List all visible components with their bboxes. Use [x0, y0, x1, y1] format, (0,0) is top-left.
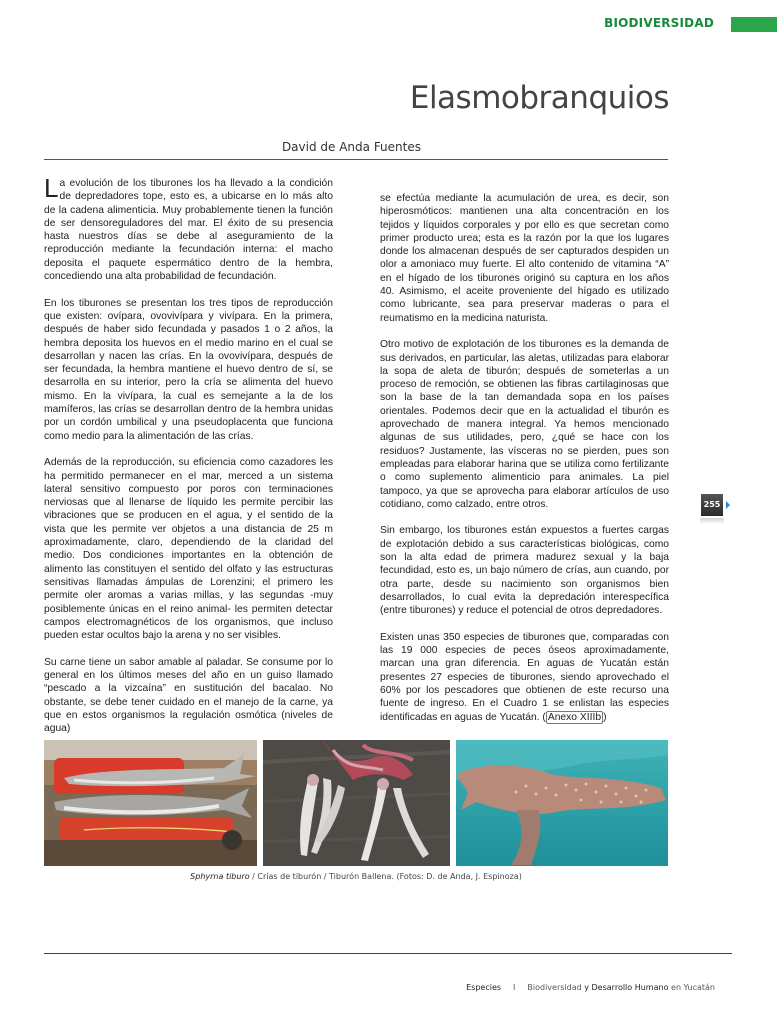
photo-whale-shark: [456, 740, 668, 866]
page-arrow-icon: [726, 501, 730, 509]
article-title: Elasmobranquios: [409, 80, 669, 116]
paragraph-text: Existen unas 350 especies de tiburones que, comparadas con las 19 000 especies de peces óseos aproximadamente, marcan una gran diferencia. En aguas de Yucatán están presentes 27 especies de tiburones, siendo aprovechado el 60% por los pescadores que obtienen de este recurso una fuente de ingreso. En el Cuadro 1 se enlistan las especies identificadas en aguas de Yucatán. (: [380, 631, 669, 723]
paragraph-text: a evolución de los tiburones los ha llevado a la condición de depredadores tope, esto es, a ubicarse en lo más alto de la cadena alimenticia. Muy probablemente tienen la función de ser densoreguladores del mar. El éxito de su presencia hasta nuestros días se debe al aseguramiento de la reproducción mediante la fecundación interna: el macho deposita el paquete espermático dentro de la hembra, concediendo una alta probabilidad de fecundación.: [44, 178, 333, 283]
author-rule: [44, 159, 668, 160]
text-column-right: [380, 192, 669, 737]
section-label: BIODIVERSIDAD: [604, 16, 714, 30]
section-accent-bar: [731, 17, 777, 32]
page-number-tab: 255: [701, 494, 723, 516]
paragraph-close: ): [603, 711, 607, 723]
paragraph: [44, 173, 333, 283]
footer-section: Especies: [466, 983, 502, 992]
paragraph: se efectúa mediante la acumulación de urea, es decir, son hiperosmóticos: mantienen una alta concentración en los tejidos y líquidos corporales y por ello es que secretan como primer producto urea; esta es la razón por la que los lugares donde los almacenan después de ser capturados despiden un olor a amoniaco muy fuerte. El alto contenido de vitamina “A” en el hígado de los tiburones originó su captura en los años 40. Asimismo, el aceite proveniente del hígado es utilizado como lubricante, sea para preservar maderas o para el reumatismo en la medicina naturista.: [380, 193, 669, 324]
photo-sphyrna-tiburo: [44, 740, 257, 866]
page-footer: [466, 983, 715, 992]
text-column-left: [44, 173, 333, 749]
article-author: David de Anda Fuentes: [281, 140, 421, 154]
paragraph: Su carne tiene un sabor amable al paladar. Se consume por lo general en los últimos meses del año en un guiso llamado “pescado a la vizcaína” en sustitución del bacalao. No obstante, se debe tener cuidado en el manejo de la carne, ya que en estos organismos la regulación osmótica (niveles de agua): [44, 656, 333, 735]
paragraph: Sin embargo, los tiburones están expuestos a fuertes cargas de explotación debido a sus características biológicas, como son la alta edad de primera madurez sexual y la baja fecundidad, esto es, un bajo número de crías, aun cuando, por otra parte, desde su nacimiento son organismos bien desarrollados, lo cual evita la depredación interespecífica (entre tiburones) y reduce el potencial de otros depredadores.: [380, 525, 669, 617]
caption-species: Sphyrna tiburo: [190, 872, 250, 881]
page-tab-shadow: [700, 518, 724, 524]
paragraph: [380, 631, 669, 724]
drop-cap: L: [44, 173, 59, 203]
footer-book-part1: Biodiversidad: [527, 983, 582, 992]
paragraph: En los tiburones se presentan los tres tipos de reproducción que existen: ovípara, ovovivípara y vivípara. En la primera, después de haber sido fecundada y pasados 1 o 2 años, la hembra deposita los huevos en el medio marino en el cual se desarrollan y nacen las crías. En la ovovivípara, después de ser fecundada, la hembra mantiene el huevo dentro de sí, se desarrolla en su interior, pero la cría se alimenta del huevo mismo. En la vivípara, la cual es semejante a la de los mamíferos, las crías se desarrollan dentro de la hembra unidas por un cordón umbilical y una pseudoplacenta que funciona como medio para la alimentación de las crías.: [44, 297, 333, 442]
footer-separator: I: [513, 983, 516, 992]
footer-book-part3: en Yucatán: [671, 983, 715, 992]
footer-book-part2: y Desarrollo Humano: [581, 983, 672, 992]
footer-rule: [44, 953, 732, 954]
annex-link[interactable]: Anexo XIIIb: [547, 711, 602, 723]
paragraph: Otro motivo de explotación de los tiburones es la demanda de sus derivados, en particular, las aletas, utilizadas para elaborar la sopa de aleta de tiburón; después de someterlas a un proceso de remoción, se obtienen las fibras cartilaginosas que son la base de la tan demandada sopa en los países orientales. Podemos decir que en la actualidad el tiburón es aprovechado de manera integral. Ya hemos mencionado algunas de sus utilidades, pero, ¿qué se hace con los residuos? Justamente, las vísceras no se pierden, pues son empleadas para elaborar harina que se utiliza como fertilizante o como suplemento alimenticio para animales. La piel tampoco, ya que se aprovecha para elaborar artículos de uso cotidiano, como calzado, entre otros.: [380, 339, 669, 510]
photo-caption: [44, 872, 668, 881]
paragraph: Además de la reproducción, su eficiencia como cazadores les ha permitido permanecer en el mar, merced a un sistema lateral sensitivo compuesto por poros con terminaciones nerviosas que al llenarse de líquido les permite percibir las vibraciones que se producen en el agua, y el sentido de la vista que les permite ver objetos a una distancia de 25 m aproximadamente, claro, dependiendo de la claridad del medio. Dos condiciones importantes en la obtención de alimento las constituyen el sentido del olfato y las estructuras sensitivas llamadas ámpulas de Lorenzini; el primero les permite oler aromas a varias millas, y las segundas -muy posiblemente únicas en el reino animal- les permiten detectar campos electromagnéticos de los organismos, que incluso pueden estar ocultos bajo la arena y no ser visibles.: [44, 457, 333, 642]
photo-shark-pups: [263, 740, 450, 866]
caption-text: / Crías de tiburón / Tiburón Ballena. (Fotos: D. de Anda, J. Espinoza): [249, 872, 522, 881]
